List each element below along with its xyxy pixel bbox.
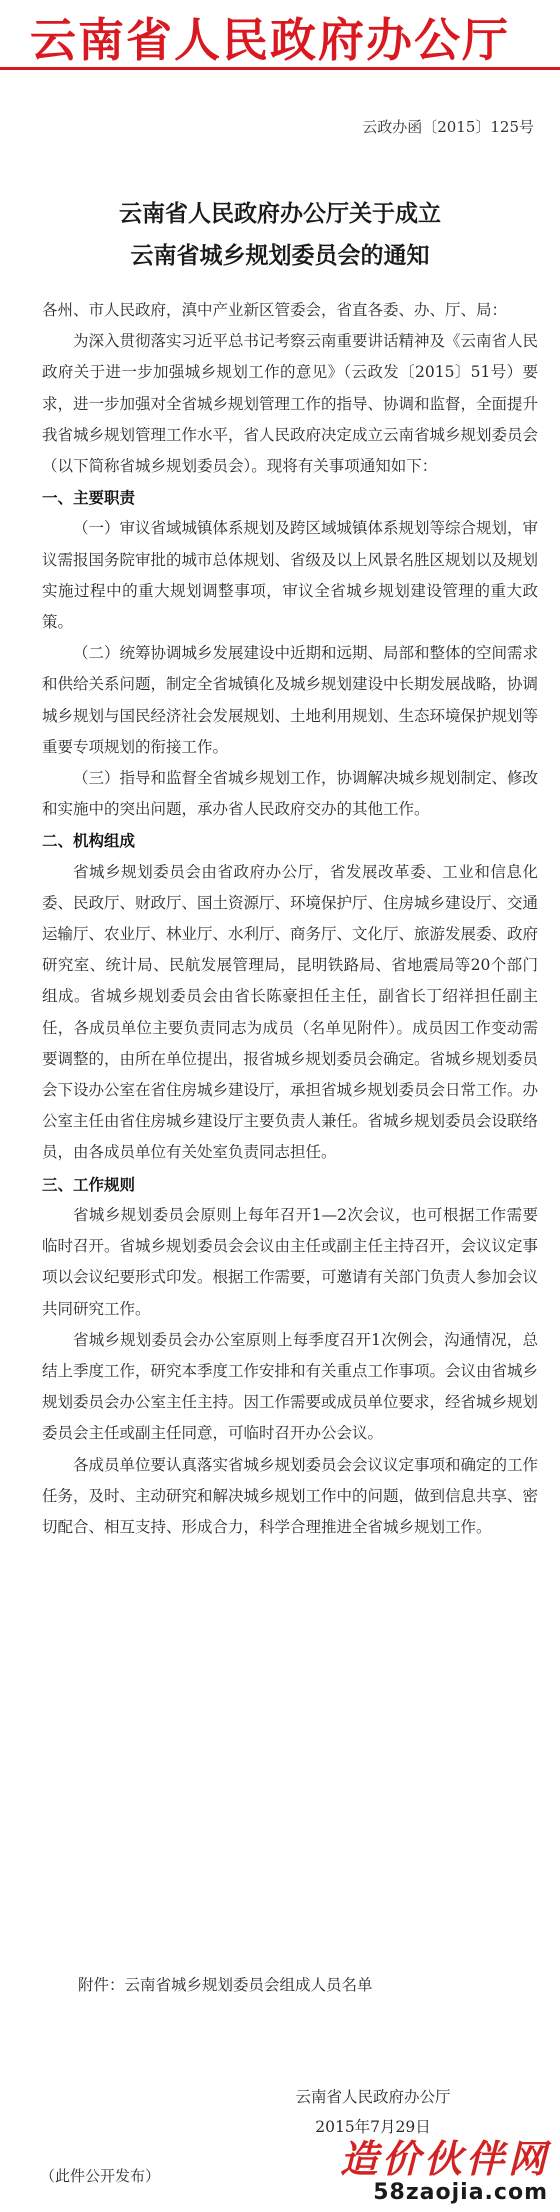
duties-paragraph-3: （三）指导和监督全省城乡规划工作，协调解决城乡规划制定、修改和实施中的突出问题，承办省人民政府交办的其他工作。 [42, 769, 539, 819]
site-watermark [338, 2128, 556, 2210]
signature-date: 2015年7月29日 [315, 2118, 431, 2136]
section-heading-rules: 三、工作规则 [42, 1174, 136, 1194]
section-heading-duties: 一、主要职责 [42, 488, 136, 508]
notice-body [42, 295, 538, 1543]
duties-paragraph-2: （二）统筹协调城乡发展建设中近期和远期、局部和整体的空间需求和供给关系问题，制定全省城镇化及城乡规划建设中长期发展战略，协调城乡规划与国民经济社会发展规划、土地利用规划、生态环境保护规划等重要专项规划的衔接工作。 [42, 644, 539, 756]
document-header [0, 0, 560, 70]
section-heading-organization: 二、机构组成 [42, 831, 136, 851]
notice-title [0, 193, 560, 277]
publish-note: （此件公开发布） [40, 2167, 161, 2185]
signature-org: 云南省人民政府办公厅 [295, 2088, 451, 2106]
issuing-authority-title: 云南省人民政府办公厅 [30, 13, 510, 67]
addressee: 各州、市人民政府，滇中产业新区管委会，省直各委、办、厅、局： [42, 301, 508, 319]
notice-title-line-1: 云南省人民政府办公厅关于成立 [119, 200, 441, 227]
watermark-site-url: 58zaojia.com [373, 2180, 548, 2205]
duties-paragraph-1: （一）审议省域城镇体系规划及跨区域城镇体系规划等综合规划，审议需报国务院审批的城市总体规划、省级及以上风景名胜区规划以及规划实施过程中的重大规划调整事项，审议全省城乡规划建设管理的重大政策。 [42, 519, 539, 632]
document-number: 云政办函〔2015〕125号 [362, 118, 534, 136]
organization-paragraph: 省城乡规划委员会由省政府办公厅，省发展改革委、工业和信息化委、民政厅、财政厅、国土资源厅、环境保护厅、住房城乡建设厅、交通运输厅、农业厅、林业厅、水利厅、商务厅、文化厅、旅游发展委、政府研究室、统计局、民航发展管理局，昆明铁路局、省地震局等20个部门组成。省城乡规划委员会由省长陈豪担任主任，副省长丁绍祥担任副主任，各成员单位主要负责同志为成员（名单见附件）。成员因工作变动需要调整的，由所在单位提出，报省城乡规划委员会确定。省城乡规划委员会下设办公室在省住房城乡建设厅，承担省城乡规划委员会日常工作。办公室主任由省住房城乡建设厅主要负责人兼任。省城乡规划委员会设联络员，由各成员单位有关处室负责同志担任。 [42, 862, 539, 1162]
rules-paragraph-2: 省城乡规划委员会办公室原则上每季度召开1次例会，沟通情况，总结上季度工作，研究本季度工作安排和有关重点工作事项。会议由省城乡规划委员会办公室主任主持。因工作需要或成员单位要求，经省城乡规划委员会主任或副主任同意，可临时召开办公会议。 [42, 1330, 539, 1443]
rules-paragraph-1: 省城乡规划委员会原则上每年召开1—2次会议，也可根据工作需要临时召开。省城乡规划委员会会议由主任或副主任主持召开，会议议定事项以会议纪要形式印发。根据工作需要，可邀请有关部门负责人参加会议共同研究工作。 [42, 1205, 539, 1318]
watermark-site-name: 造价伙伴网 [339, 2137, 550, 2181]
attachment-line: 附件：云南省城乡规划委员会组成人员名单 [78, 1976, 373, 1994]
rules-paragraph-3: 各成员单位要认真落实省城乡规划委员会会议议定事项和确定的工作任务，及时、主动研究和解决城乡规划工作中的问题，做到信息共享、密切配合、相互支持、形成合力，科学合理推进全省城乡规划工作。 [42, 1455, 539, 1536]
intro-paragraph: 为深入贯彻落实习近平总书记考察云南重要讲话精神及《云南省人民政府关于进一步加强城乡规划工作的意见》（云政发〔2015〕51号）要求，进一步加强对全省城乡规划管理工作的指导、协调和监督，全面提升我省城乡规划管理工作水平，省人民政府决定成立云南省城乡规划委员会（以下简称省城乡规划委员会）。现将有关事项通知如下： [42, 332, 539, 476]
notice-title-line-2: 云南省城乡规划委员会的通知 [130, 242, 430, 269]
